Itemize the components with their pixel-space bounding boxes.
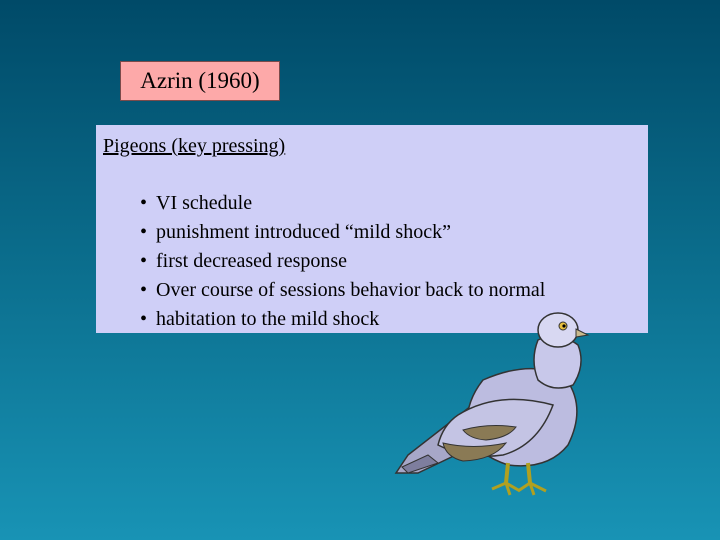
bullet-marker: • <box>140 221 148 243</box>
content-box <box>96 125 648 333</box>
bullet-text: Over course of sessions behavior back to normal <box>156 279 546 301</box>
bullet-item <box>140 247 545 276</box>
pigeon-icon <box>388 305 608 505</box>
bullet-item <box>140 189 545 218</box>
bullet-marker: • <box>140 192 148 214</box>
bullet-marker: • <box>140 250 148 272</box>
bullet-text: VI schedule <box>156 192 253 214</box>
bullet-item <box>140 218 545 247</box>
slide-title: Azrin (1960) <box>140 68 260 93</box>
content-heading: Pigeons (key pressing) <box>103 135 286 157</box>
bullet-text: punishment introduced “mild shock” <box>156 221 451 243</box>
bullet-text: first decreased response <box>156 250 348 272</box>
slide-title-box <box>120 61 280 101</box>
bullet-item <box>140 276 545 305</box>
bullet-marker: • <box>140 308 148 330</box>
bullet-marker: • <box>140 279 148 301</box>
bullet-text: habitation to the mild shock <box>156 308 380 330</box>
